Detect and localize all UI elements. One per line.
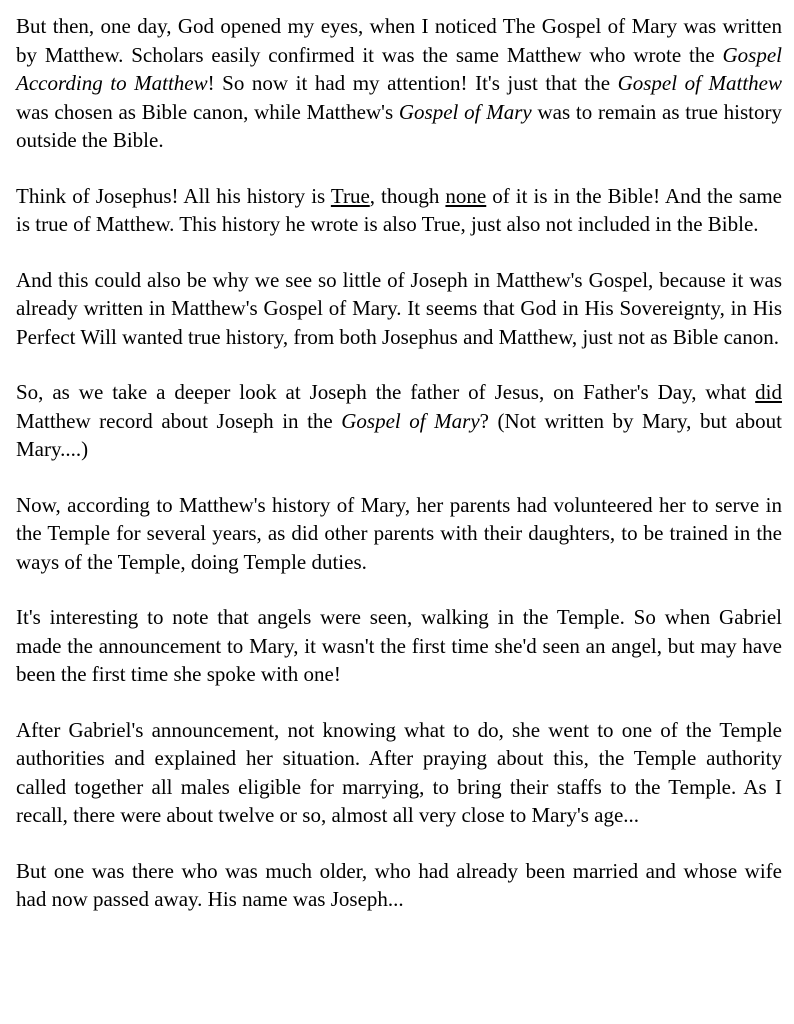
text-segment: And this could also be why we see so little of Joseph in Matthew's Gospel, because it was already written in Matthew's Gospel of Mary. It seems that God in His Sovereignty, in His Perfect Will wanted true history, from both Josephus and Matthew, just not as Bible canon.	[16, 267, 782, 349]
text-segment: Matthew record about Joseph in the	[16, 408, 342, 433]
text-segment: , though	[369, 183, 446, 208]
text-segment: After Gabriel's announcement, not knowing what to do, she went to one of the Temple authorities and explained her situation. After praying about this, the Temple authority called together all males eligible for marrying, to bring their staffs to the Temple. As I recall, there were about twelve or so, almost all very close to Mary's age...	[16, 717, 782, 827]
text-segment: of it is in the Bible! And the same is true of Matthew. This history he wrote is also True, just also not included in the Bible.	[16, 183, 782, 236]
italic-title: Gospel of Matthew	[617, 71, 782, 95]
text-segment: So, as we take a deeper look at Joseph the father of Jesus, on Father's Day, what	[16, 380, 756, 404]
document-page	[16, 12, 782, 914]
paragraph	[16, 182, 782, 239]
text-segment: ! So now it had my attention! It's just that the	[207, 71, 618, 95]
italic-title: Gospel According to Matthew	[16, 42, 782, 95]
italic-title: Gospel of Mary	[341, 408, 480, 433]
paragraph	[16, 378, 782, 464]
paragraph	[16, 603, 782, 689]
text-segment: But then, one day, God opened my eyes, when I noticed The Gospel of Mary was written by Matthew. Scholars easily confirmed it was the same Matthew who wrote the	[16, 14, 782, 67]
text-segment: was chosen as Bible canon, while Matthew's	[16, 99, 399, 124]
paragraph	[16, 857, 782, 914]
underlined-word: did	[755, 380, 782, 404]
paragraph	[16, 266, 782, 352]
text-segment: ? (Not written by Mary, but about Mary....)	[16, 408, 782, 461]
paragraph	[16, 716, 782, 830]
text-segment: Now, according to Matthew's history of Mary, her parents had volunteered her to serve in the Temple for several years, as did other parents with their daughters, to be trained in the ways of the Temple, doing Temple duties.	[16, 492, 782, 574]
underlined-word: none	[445, 183, 487, 208]
text-segment: But one was there who was much older, who had already been married and whose wife had now passed away. His name was Joseph...	[16, 858, 782, 911]
italic-title: Gospel of Mary	[398, 99, 532, 124]
paragraph	[16, 12, 782, 155]
text-segment: was to remain as true history outside the Bible.	[16, 99, 782, 152]
text-segment: Think of Josephus! All his history is	[16, 183, 331, 208]
text-segment: It's interesting to note that angels were seen, walking in the Temple. So when Gabriel made the announcement to Mary, it wasn't the first time she'd seen an angel, but may have been the first time she spoke with one!	[16, 605, 782, 686]
underlined-word: True	[330, 183, 370, 208]
paragraph	[16, 491, 782, 577]
